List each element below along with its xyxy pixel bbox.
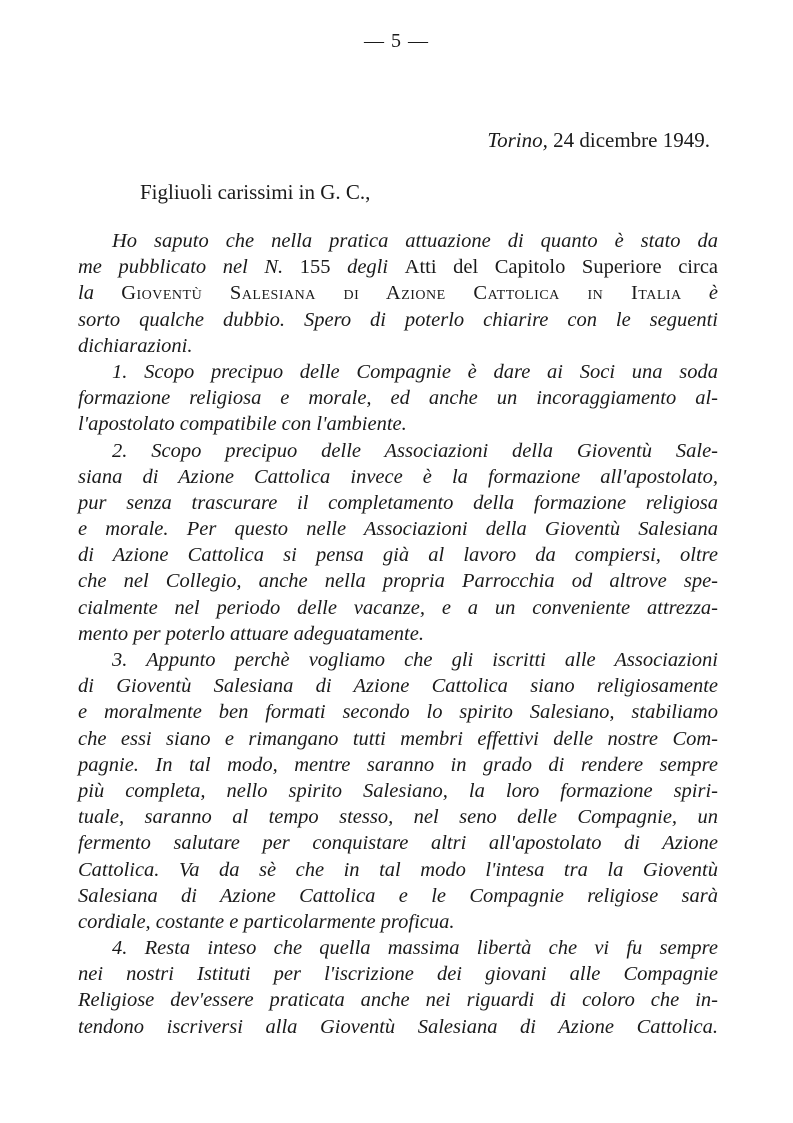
paragraph-2-line: e morale. Per questo nelle Associazioni della Gioventù Salesiana bbox=[78, 518, 718, 541]
salutation: Figliuoli carissimi in G. C., bbox=[140, 180, 371, 204]
paragraph-3-line: Salesiana di Azione Cattolica e le Compagnie religiose sarà bbox=[78, 884, 718, 907]
intro-line: sorto qualche dubbio. Spero di poterlo chiarire con le seguenti bbox=[78, 308, 718, 331]
paragraph-2-line: 2. Scopo precipuo delle Associazioni della Gioventù Sale- bbox=[112, 439, 718, 462]
paragraph-4-line: tendono iscriversi alla Gioventù Salesiana di Azione Cattolica. bbox=[78, 1015, 718, 1038]
paragraph-2-line: siana di Azione Cattolica invece è la formazione all'apostolato, bbox=[78, 465, 718, 488]
paragraph-3-line: che essi siano e rimangano tutti membri effettivi delle nostre Com- bbox=[78, 727, 718, 750]
paragraph-3-line: pagnie. In tal modo, mentre saranno in grado di rendere sempre bbox=[78, 753, 718, 776]
paragraph-3-line: più completa, nello spirito Salesiano, la loro formazione spiri- bbox=[78, 779, 718, 802]
paragraph-4-line: Religiose dev'essere praticata anche nei riguardi di coloro che in- bbox=[78, 989, 718, 1012]
dateline-date: 24 dicembre 1949. bbox=[553, 128, 710, 152]
paragraph-2-line: pur senza trascurare il completamento della formazione religiosa bbox=[78, 491, 718, 514]
intro-line: Ho saputo che nella pratica attuazione di quanto è stato da bbox=[112, 230, 718, 252]
paragraph-3-line: 3. Appunto perchè vogliamo che gli iscritti alle Associazioni bbox=[112, 649, 718, 671]
dateline-place: Torino, bbox=[487, 128, 548, 152]
paragraph-3-line: cordiale, costante e particolarmente proficua. bbox=[78, 910, 455, 933]
paragraph-3-line: e moralmente ben formati secondo lo spirito Salesiano, stabiliamo bbox=[78, 701, 718, 724]
paragraph-3-line: fermento salutare per conquistare altri all'apostolato di Azione bbox=[78, 832, 718, 855]
paragraph-4-line: 4. Resta inteso che quella massima libertà che vi fu sempre bbox=[112, 937, 718, 960]
intro-line: me pubblicato nel N. 155 degli Atti del Capitolo Superiore circa bbox=[78, 256, 719, 279]
paragraph-2-line: mento per poterlo attuare adeguatamente. bbox=[78, 622, 424, 645]
paragraph-2-line: che nel Collegio, anche nella propria Parrocchia od altrove spe- bbox=[78, 570, 718, 593]
page-number: — 5 — bbox=[364, 30, 429, 52]
intro-line: dichiarazioni. bbox=[78, 334, 193, 357]
paragraph-3-line: Cattolica. Va da sè che in tal modo l'intesa tra la Gioventù bbox=[78, 858, 718, 881]
paragraph-1-line: formazione religiosa e morale, ed anche un incoraggiamento al- bbox=[78, 387, 718, 410]
letter-body bbox=[78, 228, 718, 1040]
paragraph-1-line: l'apostolato compatibile con l'ambiente. bbox=[78, 413, 407, 436]
paragraph-2-line: di Azione Cattolica si pensa già al lavoro da compiersi, oltre bbox=[78, 544, 718, 567]
paragraph-1-line: 1. Scopo precipuo delle Compagnie è dare ai Soci una soda bbox=[112, 360, 718, 383]
intro-line: la Gioventù Salesiana di Azione Cattolica in Italia è bbox=[78, 282, 719, 305]
paragraph-3-line: di Gioventù Salesiana di Azione Cattolica siano religiosamente bbox=[78, 675, 718, 698]
paragraph-4-line: nei nostri Istituti per l'iscrizione dei giovani alle Compagnie bbox=[78, 963, 718, 986]
dateline bbox=[487, 128, 710, 153]
paragraph-3-line: tuale, saranno al tempo stesso, nel seno delle Compagnie, un bbox=[78, 806, 718, 829]
paragraph-2-line: cialmente nel periodo delle vacanze, e a un conveniente attrezza- bbox=[78, 596, 718, 619]
